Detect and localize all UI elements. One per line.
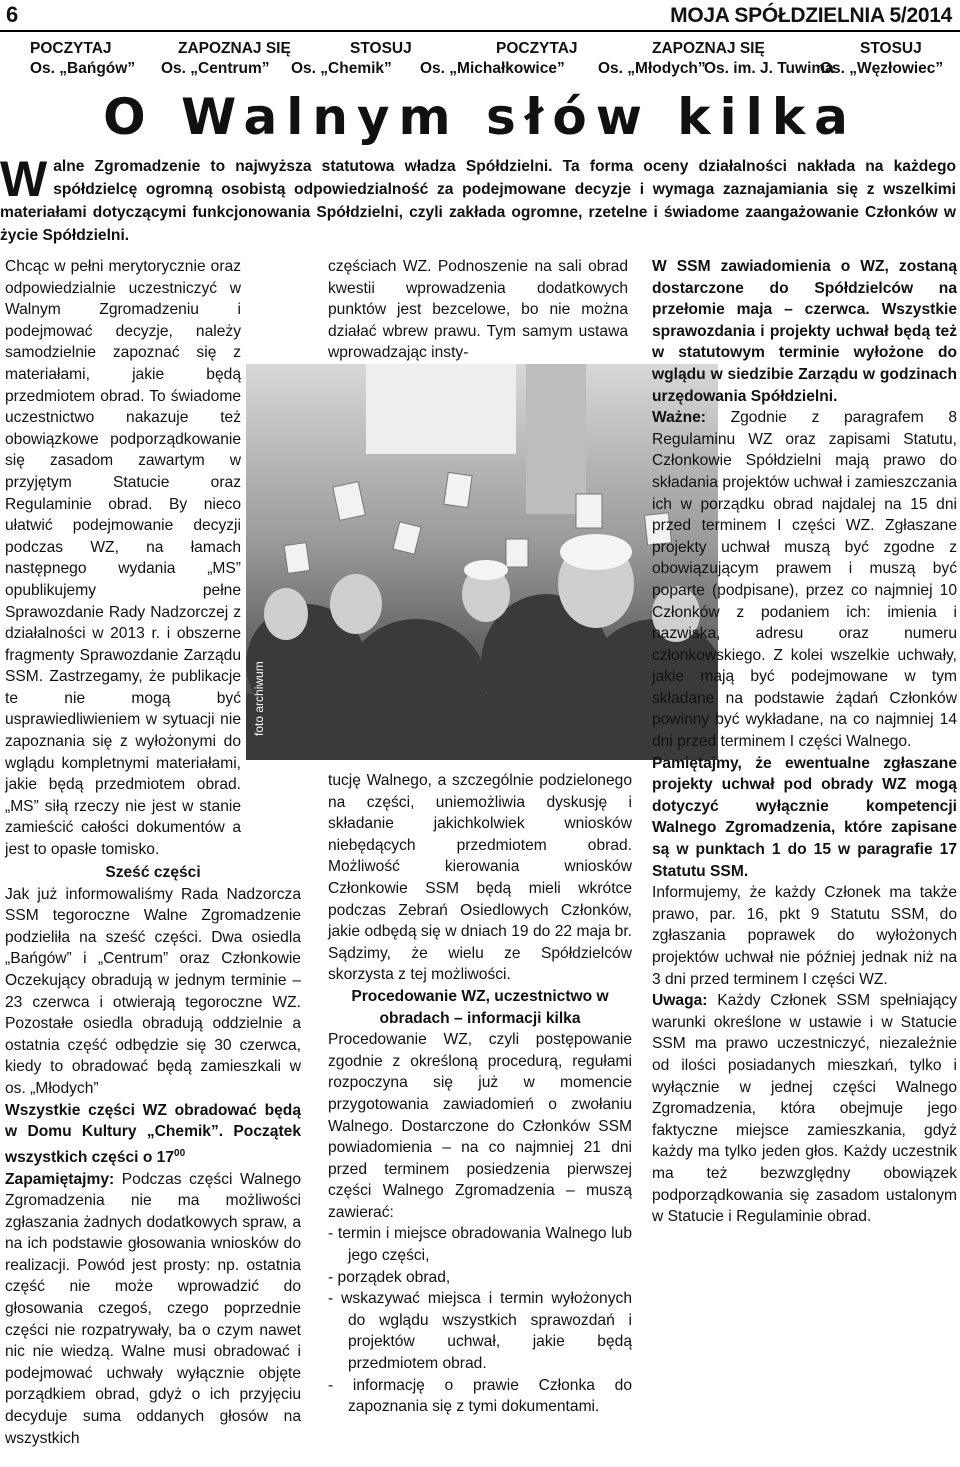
estate-name: Os. „Michałkowice”: [420, 60, 565, 77]
list-item: - wskazywać miejsca i termin wyłożonych do wglądu wszystkich sprawozdań i projektów uchwał, jakie będą przedmiotem obrad.: [328, 1290, 632, 1373]
section-heading: Procedowanie WZ, uczestnictwo w obradach – informacji kilka: [351, 987, 609, 1027]
article-lead: [0, 151, 956, 247]
slogan: POCZYTAJ: [30, 40, 112, 57]
paragraph: Procedowanie WZ, czyli postępowanie zgodnie z określoną procedurą, regułami rozpoczyna się już w momencie przygotowania zawiadomień o zwołaniu Walnego. Dostarczone do Członków SSM powiadomienia – na co najmniej 21 dni przed terminem posiedzenia pierwszej części Walnego Zgromadzenia – muszą zawierać:: [328, 1031, 632, 1221]
estate-name: Os. im. J. Tuwima: [704, 60, 834, 77]
list-item: - porządek obrad,: [328, 1268, 451, 1286]
slogan-row: [0, 40, 960, 60]
meeting-photo: [246, 364, 718, 760]
slogan: ZAPOZNAJ SIĘ: [178, 40, 291, 57]
paragraph: Chcąc w pełni merytorycznie oraz odpowiedzialnie uczestniczyć w Walnym Zgromadzeniu i podejmować decyzje, należy samodzielnie zapoznać się z materiałami, jakie będą przedmiotem obrad. To świadome uczestnictwo nakazuje też obowiązkowe podporządkowanie się zasadom zawartym w przyjętym Statucie oraz Regulaminie obrad. By nieco ułatwić podejmowanie decyzji podczas WZ, na łamach następnego wydania „MS” opublikujemy pełne Sprawozdanie Rady Nadzorczej z działalności w 2013 r. i obszerne fragmenty Sprawozdanie Zarządu SSM. Zastrzegamy, że publikacje te nie mogą być usprawiedliwieniem w sytuacji nie zapoznania się z wyłożonymi do wglądu kompletnymi materiałami, jakie będą przedmiotem obrad. „MS” siłą rzeczy nie jest w stanie zamieścić całości dokumentów a jest to opasłe tomisko.: [5, 258, 241, 859]
paragraph: Jak już informowaliśmy Rada Nadzorcza SSM tegoroczne Walne Zgromadzenie podzieliła na sześć części. Dwa osiedla „Bańgów” i „Centrum” oraz Członkowie Oczekujący obradują w jednym terminie – 23 czerwca i otwierają tegoroczne WZ. Pozostałe osiedla obradują oddzielnie a ostatnia część odbędzie się 30 czerwca, kiedy to obradować będą zamieszkali w os. „Młodych”: [5, 885, 301, 1097]
article-title: O Walnym słów kilka: [103, 88, 857, 146]
slogan: STOSUJ: [350, 40, 412, 57]
drop-cap: W: [0, 151, 48, 207]
section-heading: Sześć części: [105, 864, 201, 881]
estate-name: Os. „Bańgów”: [30, 60, 136, 77]
paragraph: tucję Walnego, a szczególnie podzielonego na części, uniemożliwia dyskusję i składanie jakichkolwiek wniosków niebędących przedmiotem obrad. Możliwość kierowania wniosków Członkowie SSM będą mieli wkrótce podczas Zebrań Osiedlowych Członków, jakie odbędą się w dniach 19 do 22 maja br. Sądzimy, że wielu ze Spółdzielców skorzysta z tej możliwości.: [328, 772, 632, 984]
photo-credit: foto archiwum: [252, 661, 266, 736]
page-number: 6: [6, 2, 19, 27]
slogan: ZAPOZNAJ SIĘ: [652, 40, 765, 57]
estates-row: [0, 60, 960, 80]
column-3: [652, 256, 957, 1228]
bold-notice: Wszystkie części WZ obradować będą w Domu Kultury „Chemik”. Początek wszystkich części o $17^{00}$: [5, 1101, 301, 1166]
lead-text: alne Zgromadzenie to najwyższa statutowa władza Spółdzielni. Ta forma oceny działalności nakłada na każdego spółdzielcę ogromną osobistą odpowiedzialność za podejmowane decyzje i wymaga zaznajamiania się z wszelkimi materiałami dotyczącymi funkcjonowania Spółdzielni, czyli zakłada ogromne, rzetelne i świadome zaangażowanie Członków w życie Spółdzielni.: [0, 158, 956, 244]
paragraph: Uwaga: Każdy Członek SSM spełniający warunki określone w ustawie i w Statucie SSM ma prawo uczestniczyć, niezależnie od ilości posiadanych mieszkań, tylko i wyłącznie w jednej części Walnego Zgromadzenia, która obejmuje jego faktyczne miejsce zamieszkania, gdyż każdy ma tylko jeden głos. Każdy uczestnik ma też bezwzględny obowiązek podporządkowania się zasadom ustalonym w Statucie i Regulaminie obrad.: [652, 992, 957, 1226]
column-2-top: [328, 256, 628, 364]
requirements-list: [328, 1223, 632, 1417]
slogan: STOSUJ: [860, 40, 922, 57]
paragraph: Zapamiętajmy: Podczas części Walnego Zgromadzenia nie ma możliwości zgłaszania żadnych dodatkowych spraw, a na ich podstawie głosowania wniosków do realizacji. Powód jest prosty: np. ostatnia część nie może wprowadzić do głosowania czegoś, czego poprzednie części nie rozpatrywały, ba o czym nawet nic nie wiedzą. Walne musi obradować i podejmować uchwały wyłącznie objęte porządkiem obrad, gdyż o ich przyjęciu decyduje suma oddanych głosów na wszystkich: [5, 1170, 301, 1447]
column-2-bottom: [328, 770, 632, 1418]
list-item: - informację o prawie Członka do zapoznania się z tymi dokumentami.: [328, 1376, 632, 1416]
column-1-bottom: [5, 862, 301, 1449]
bold-notice: W SSM zawiadomienia o WZ, zostaną dostarczone do Spółdzielców na przełomie maja – czerwca. Wszystkie sprawozdania i projekty uchwał będą też w statutowym terminie wyłożone do wglądu w siedzibie Zarządu w godzinach urzędowania Spółdzielni.: [652, 258, 957, 405]
estate-name: Os. „Węzłowiec”: [820, 60, 944, 77]
column-1-top: [5, 256, 241, 861]
paragraph: Informujemy, że każdy Członek ma także prawo, par. 16, pkt 9 Statutu SSM, do zgłaszania poprawek do wyłożonych projektów uchwał nie później jednak niż na 3 dni przed terminem I części WZ.: [652, 884, 957, 988]
estate-name: Os. „Chemik”: [291, 60, 392, 77]
magazine-title: MOJA SPÓŁDZIELNIA 5/2014: [670, 4, 952, 27]
paragraph: Ważne: Zgodnie z paragrafem 8 Regulaminu WZ oraz zapisami Statutu, Członkowie Spółdzielni mają prawo do składania projektów uchwał i zamieszczania ich w porządku obrad najdalej na 15 dni przed terminem I części WZ. Zgłaszane projekty uchwał muszą być zgodne z obowiązującym prawem i muszą być poparte (podpisane), przez co najmniej 10 Członków z podaniem ich: imienia i nazwiska, adresu oraz numeru członkowskiego. Z kolei wszelkie uchwały, jakie mają być podejmowane w tym składane na podstawie żądań Członków powinny być wykładane, na co najmniej 14 dni przed terminem I części Walnego.: [652, 409, 957, 751]
paragraph: częściach WZ. Podnoszenie na sali obrad kwestii wprowadzenia dodatkowych punktów jest bezcelowe, bo nie można działać wbrew prawu. Tym samym ustawa wprowadzając insty-: [328, 258, 628, 362]
estate-name: Os. „Młodych”: [598, 60, 706, 77]
slogan: POCZYTAJ: [496, 40, 578, 57]
page-header: [0, 0, 960, 32]
estate-name: Os. „Centrum”: [161, 60, 270, 77]
list-item: - termin i miejsce obradowania Walnego lub jego części,: [328, 1225, 632, 1265]
bold-notice: Pamiętajmy, że ewentualne zgłaszane projekty uchwał pod obrady WZ mogą dotyczyć wyłącznie kompetencji Walnego Zgromadzenia, które zapisane są w punktach 1 do 15 w paragrafie 17 Statutu SSM.: [652, 754, 957, 880]
